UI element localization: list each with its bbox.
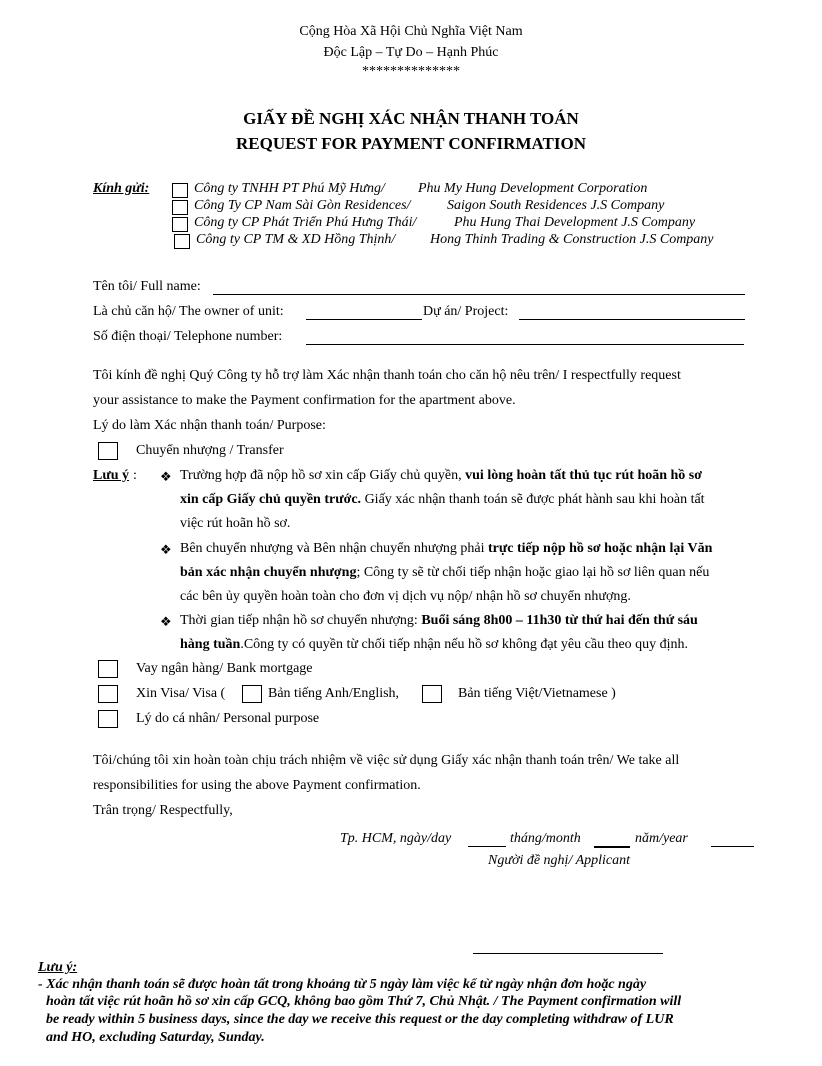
full-name-field[interactable] [213,294,745,295]
header-country: Cộng Hòa Xã Hội Chủ Nghĩa Việt Nam [299,24,523,39]
company-3-vi: Công ty CP Phát Triển Phú Hưng Thái/ [194,215,417,230]
visa-checkbox[interactable] [98,685,118,703]
company-2-en: Saigon South Residences J.S Company [447,198,665,213]
transfer-label: Chuyển nhượng / Transfer [136,443,284,458]
footer-note-line-4: and HO, excluding Saturday, Sunday. [46,1030,265,1045]
company-4-vi: Công ty CP TM & XD Hồng Thịnh/ [196,232,396,247]
purpose-label: Lý do làm Xác nhận thanh toán/ Purpose: [93,418,326,433]
company-1-vi: Công ty TNHH PT Phú Mỹ Hưng/ [194,181,385,196]
header-stars: ************** [362,64,460,79]
full-name-label: Tên tôi/ Full name: [93,279,201,294]
footer-note-label: Lưu ý: [38,960,78,975]
note-3-line-1: Thời gian tiếp nhận hồ sơ chuyển nhượng: Buổi sáng 8h00 – 11h30 từ thứ hai đến thứ sáu [180,613,698,628]
note-bullet-icon: ❖ [160,470,172,485]
project-label: Dự án/ Project: [423,304,509,319]
bank-mortgage-checkbox[interactable] [98,660,118,678]
visa-vietnamese-checkbox[interactable] [422,685,442,703]
note-2-line-1: Bên chuyển nhượng và Bên nhận chuyển nhượng phải trực tiếp nộp hồ sơ hoặc nhận lại Văn [180,541,713,556]
request-line-1: Tôi kính đề nghị Quý Công ty hỗ trợ làm Xác nhận thanh toán cho căn hộ nêu trên/ I respectfully request [93,368,681,383]
note-colon: : [133,468,137,483]
owner-unit-label: Là chủ căn hộ/ The owner of unit: [93,304,284,319]
year-field[interactable] [711,846,754,847]
telephone-field[interactable] [306,344,744,345]
company-checkbox-1[interactable] [172,183,188,198]
date-city-label: Tp. HCM, ngày/day [340,831,452,846]
closing-line-1: Tôi/chúng tôi xin hoàn toàn chịu trách nhiệm về việc sử dụng Giấy xác nhận thanh toán trên/ We take all [93,753,680,768]
note-bullet-icon: ❖ [160,615,172,630]
note-3-line-2: hàng tuần.Công ty có quyền từ chối tiếp nhận nếu hồ sơ không đạt yêu cầu theo quy định. [180,637,689,652]
month-label: tháng/month [510,831,581,846]
note-bullet-icon: ❖ [160,543,172,558]
visa-english-checkbox[interactable] [242,685,262,703]
personal-purpose-label: Lý do cá nhân/ Personal purpose [136,711,320,726]
signature-line[interactable] [473,953,663,954]
footer-note-line-1: - Xác nhận thanh toán sẽ được hoàn tất trong khoảng từ 5 ngày làm việc kể từ ngày nhận đơn hoặc ngày [38,977,647,992]
company-checkbox-3[interactable] [172,217,188,232]
visa-vietnamese-label: Bản tiếng Việt/Vietnamese ) [458,686,616,701]
personal-purpose-checkbox[interactable] [98,710,118,728]
request-line-2: your assistance to make the Payment confirmation for the apartment above. [93,393,516,408]
bank-mortgage-label: Vay ngân hàng/ Bank mortgage [136,661,313,676]
addressee-label: Kính gửi: [93,181,150,196]
transfer-checkbox[interactable] [98,442,118,460]
year-label: năm/year [635,831,688,846]
header-motto: Độc Lập – Tự Do – Hạnh Phúc [323,45,499,60]
note-1-line-1: Trường hợp đã nộp hồ sơ xin cấp Giấy chủ quyền, vui lòng hoàn tất thủ tục rút hoãn hồ sơ [180,468,703,483]
telephone-label: Số điện thoại/ Telephone number: [93,329,283,344]
regards: Trân trọng/ Respectfully, [93,803,233,818]
owner-unit-field[interactable] [306,319,422,320]
company-4-en: Hong Thinh Trading & Construction J.S Company [430,232,714,247]
closing-line-2: responsibilities for using the above Payment confirmation. [93,778,421,793]
note-2-line-3: các bên ủy quyền hoàn toàn cho đơn vị dịch vụ nộp/ nhận hồ sơ chuyển nhượng. [180,589,631,604]
visa-label: Xin Visa/ Visa ( [136,686,226,701]
company-checkbox-2[interactable] [172,200,188,215]
month-field[interactable] [594,846,630,848]
footer-note-line-3: be ready within 5 business days, since the day we receive this request or the day completing withdraw of LUR [46,1012,674,1027]
note-label: Lưu ý [93,468,130,483]
project-field[interactable] [519,319,745,320]
company-3-en: Phu Hung Thai Development J.S Company [454,215,696,230]
company-checkbox-4[interactable] [174,234,190,249]
company-2-vi: Công Ty CP Nam Sài Gòn Residences/ [194,198,411,213]
title-english: REQUEST FOR PAYMENT CONFIRMATION [236,134,586,153]
visa-english-label: Bản tiếng Anh/English, [268,686,400,701]
note-1-line-2: xin cấp Giấy chủ quyền trước. Giấy xác nhận thanh toán sẽ được phát hành sau khi hoàn tất [180,492,705,507]
title-vietnamese: GIẤY ĐỀ NGHỊ XÁC NHẬN THANH TOÁN [243,109,579,128]
footer-note-line-2: hoàn tất việc rút hoãn hồ sơ xin cấp GCQ, không bao gồm Thứ 7, Chủ Nhật. / The Payment confirmation will [46,994,682,1009]
applicant-label: Người đề nghị/ Applicant [488,853,631,868]
note-2-line-2: bản xác nhận chuyển nhượng; Công ty sẽ từ chối tiếp nhận hoặc giao lại hồ sơ liên quan nếu [180,565,710,580]
company-1-en: Phu My Hung Development Corporation [418,181,648,196]
note-1-line-3: việc rút hoãn hồ sơ. [180,516,291,531]
day-field[interactable] [468,846,506,847]
